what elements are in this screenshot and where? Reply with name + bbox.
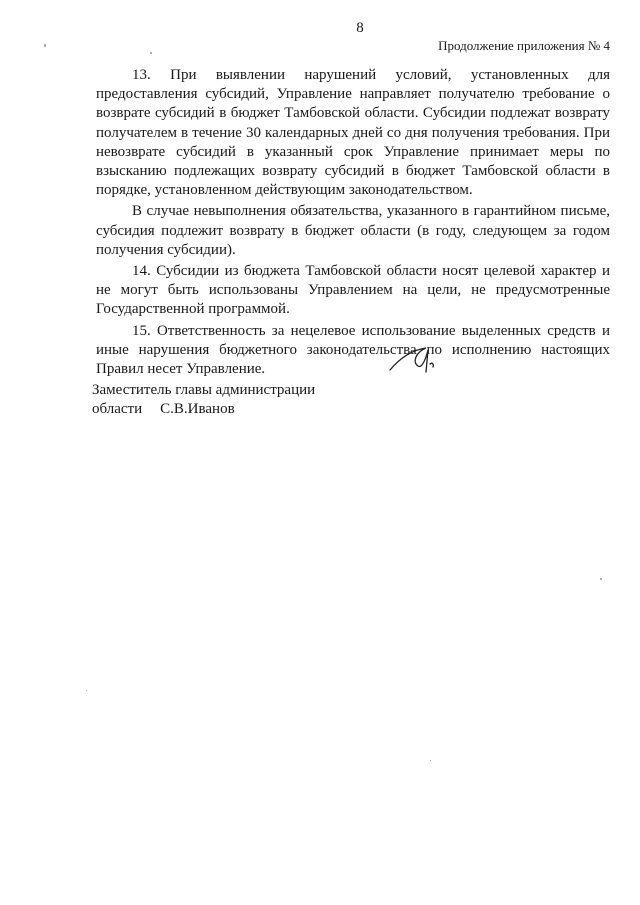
signature-block [92, 381, 315, 419]
handwritten-signature [386, 344, 456, 374]
signer-position: Заместитель главы администрации [92, 382, 316, 398]
paragraph-14: 14. Субсидии из бюджета Тамбовской области носят целевой характер и не могут быть использованы Управлением на цели, не предусмотренные Государственной программой. [96, 263, 610, 318]
appendix-continuation-label: Продолжение приложения № 4 [438, 38, 610, 53]
paragraph-13: 13. При выявлении нарушений условий, установленных для предоставления субсидий, Управление направляет получателю требование о возврате субсидий в бюджет Тамбовской области. Субсидии подлежат возврату получателем в течение 30 календарных дней со дня получения требования. При невозврате субсидий в указанный срок Управление принимает меры по взысканию подлежащих возврату субсидий в бюджет Тамбовской области в порядке, установленном действующим законодательством. [96, 67, 610, 199]
signer-name: С.В.Иванов [160, 401, 235, 417]
scan-speck [86, 690, 87, 691]
scan-speck [430, 760, 431, 761]
scan-speck [44, 44, 46, 47]
scan-speck [150, 52, 152, 54]
signer-position-area: области [92, 401, 143, 417]
paragraph-15: 15. Ответственность за нецелевое использование выделенных средств и иные нарушения бюджетного законодательства по исполнению настоящих Правил несет Управление. [96, 322, 610, 378]
scan-speck [600, 578, 602, 580]
document-body [96, 66, 610, 381]
paragraph-guarantee-letter: В случае невыполнения обязательства, указанного в гарантийном письме, субсидия подлежит возврату в бюджет области (в году, следующем за годом получения субсидии). [96, 203, 610, 258]
signer-line [92, 400, 315, 419]
page-number: 8 [356, 20, 364, 36]
